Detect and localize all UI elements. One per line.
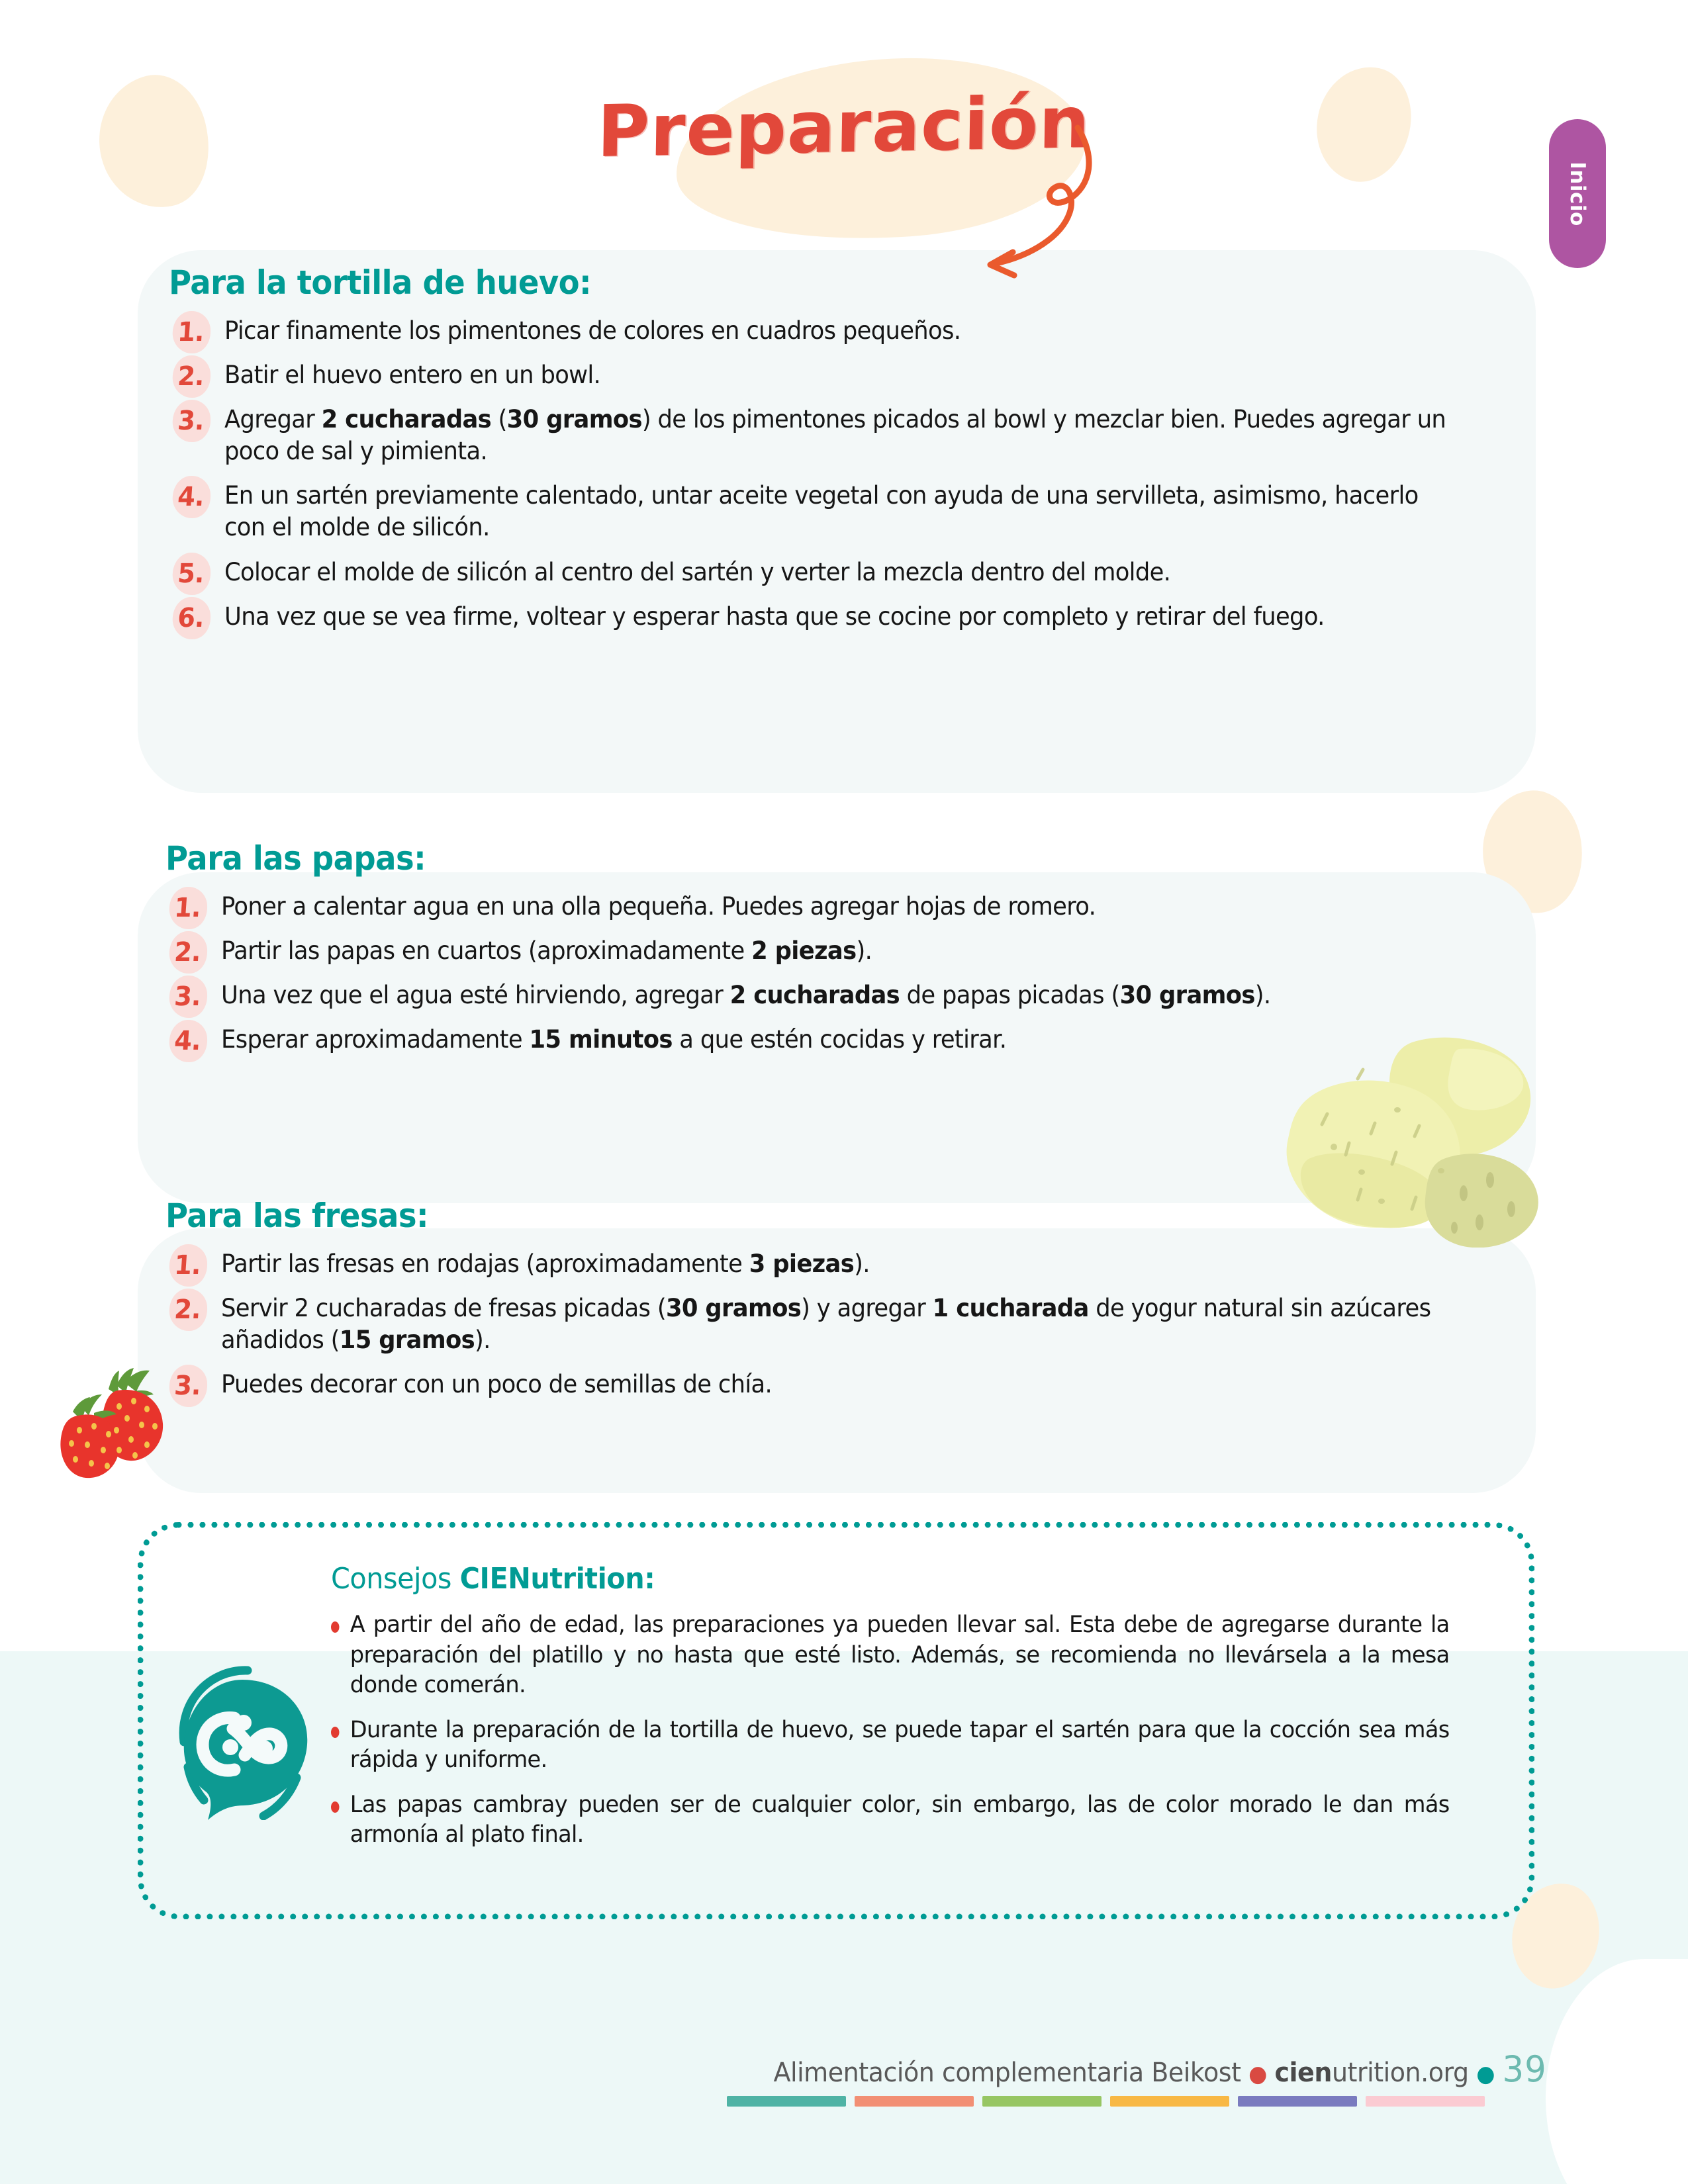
- footer-publication-label: Alimentación complementaria Beikost: [773, 2058, 1241, 2088]
- step-item: [165, 1293, 1449, 1356]
- step-number: 2.: [173, 937, 202, 968]
- page-number: 39: [1502, 2048, 1547, 2090]
- section-fresas: [165, 1197, 1509, 1413]
- step-text: Puedes decorar con un poco de semillas de chía.: [221, 1370, 773, 1399]
- step-number: 4.: [176, 482, 205, 513]
- tip-item: Las papas cambray pueden ser de cualquier color, sin embargo, las de color morado le dan más armonía al plato final.: [331, 1790, 1450, 1850]
- step-item: [169, 601, 1452, 633]
- footer-color-bar: [1366, 2096, 1485, 2107]
- footer-color-bar: [1110, 2096, 1229, 2107]
- step-number: 3.: [173, 981, 202, 1013]
- step-text: Partir las papas en cuartos (aproximadamente 2 piezas).: [221, 936, 872, 966]
- separator-dot-teal: ●: [1476, 2061, 1495, 2087]
- section-tortilla: [169, 263, 1513, 645]
- step-item: [165, 1369, 1449, 1400]
- section-heading-fresas: Para las fresas:: [165, 1197, 428, 1235]
- page-title: Preparación: [596, 81, 1092, 174]
- tips-title: [331, 1562, 1426, 1596]
- step-item: [169, 359, 1452, 391]
- section-heading-papas: Para las papas:: [165, 839, 426, 878]
- tips-title-bold: CIENutrition:: [459, 1562, 655, 1596]
- tip-item: A partir del año de edad, las preparaciones ya pueden llevar sal. Esta debe de agregarse durante la preparación del platillo y no hasta que esté listo. Además, se recomienda no llevársela a la mesa donde comerán.: [331, 1610, 1450, 1701]
- step-number: 3.: [176, 406, 205, 437]
- footer-color-bars: [727, 2096, 1485, 2107]
- step-item: [165, 1248, 1449, 1280]
- step-text: Agregar 2 cucharadas (30 gramos) de los pimentones picados al bowl y mezclar bien. Puedes agregar un poco de sal y pimienta.: [224, 405, 1446, 466]
- footer-color-bar: [1238, 2096, 1357, 2107]
- section-papas: [165, 839, 1509, 1068]
- step-number: 2.: [173, 1295, 202, 1326]
- page-title-wrap: [0, 81, 1688, 174]
- inicio-tab-button[interactable]: [1549, 119, 1606, 268]
- steps-list-papas: [165, 891, 1509, 1056]
- section-heading-tortilla: Para la tortilla de huevo:: [169, 263, 592, 302]
- steps-list-tortilla: [169, 315, 1513, 633]
- step-item: [169, 315, 1452, 347]
- tips-content: [331, 1562, 1496, 1865]
- steps-list-fresas: [165, 1248, 1509, 1400]
- step-item: [165, 935, 1449, 967]
- step-text: Picar finamente los pimentones de colores en cuadros pequeños.: [224, 316, 961, 345]
- curved-arrow-icon: [914, 122, 1132, 295]
- footer-text: [774, 2048, 1547, 2090]
- step-text: En un sartén previamente calentado, untar aceite vegetal con ayuda de una servilleta, asimismo, hacerlo con el molde de silicón.: [224, 481, 1419, 542]
- inicio-tab-label: Inicio: [1566, 161, 1589, 226]
- step-text: Esperar aproximadamente 15 minutos a que estén cocidas y retirar.: [221, 1025, 1007, 1054]
- step-item: [165, 891, 1449, 923]
- step-number: 1.: [173, 893, 202, 923]
- step-item: [169, 557, 1452, 588]
- step-item: [169, 404, 1452, 467]
- step-number: 1.: [173, 1250, 202, 1281]
- step-text: Partir las fresas en rodajas (aproximadamente 3 piezas).: [221, 1250, 870, 1278]
- step-text: Batir el huevo entero en un bowl.: [224, 361, 601, 390]
- step-number: 3.: [173, 1371, 202, 1402]
- step-number: 6.: [176, 602, 205, 633]
- step-item: [165, 1024, 1449, 1056]
- footer-brand-rest: utrition.org: [1332, 2058, 1469, 2088]
- step-number: 2.: [176, 361, 205, 392]
- tip-item: Durante la preparación de la tortilla de huevo, se puede tapar el sartén para que la cocción sea más rápida y uniforme.: [331, 1715, 1450, 1776]
- step-text: Colocar el molde de silicón al centro del sartén y verter la mezcla dentro del molde.: [224, 557, 1171, 586]
- step-number: 4.: [173, 1026, 202, 1057]
- tips-list: [331, 1610, 1496, 1850]
- step-text: Servir 2 cucharadas de fresas picadas (30 gramos) y agregar 1 cucharada de yogur natural sin azúcares añadidos (15 gramos).: [221, 1294, 1431, 1355]
- step-number: 1.: [176, 317, 205, 347]
- tips-title-plain: Consejos: [331, 1562, 460, 1596]
- step-number: 5.: [176, 558, 205, 589]
- step-text: Una vez que se vea firme, voltear y esperar hasta que se cocine por completo y retirar del fuego.: [224, 602, 1325, 631]
- footer-brand-bold: cien: [1274, 2058, 1333, 2088]
- footer-color-bar: [727, 2096, 846, 2107]
- step-item: [169, 480, 1452, 543]
- footer-color-bar: [855, 2096, 974, 2107]
- cienutrition-logo-icon: [164, 1655, 316, 1820]
- step-item: [165, 979, 1449, 1011]
- separator-dot-red: ●: [1248, 2061, 1268, 2087]
- footer-color-bar: [982, 2096, 1102, 2107]
- step-text: Una vez que el agua esté hirviendo, agregar 2 cucharadas de papas picadas (30 gramos).: [221, 981, 1271, 1010]
- step-text: Poner a calentar agua en una olla pequeña. Puedes agregar hojas de romero.: [221, 892, 1096, 921]
